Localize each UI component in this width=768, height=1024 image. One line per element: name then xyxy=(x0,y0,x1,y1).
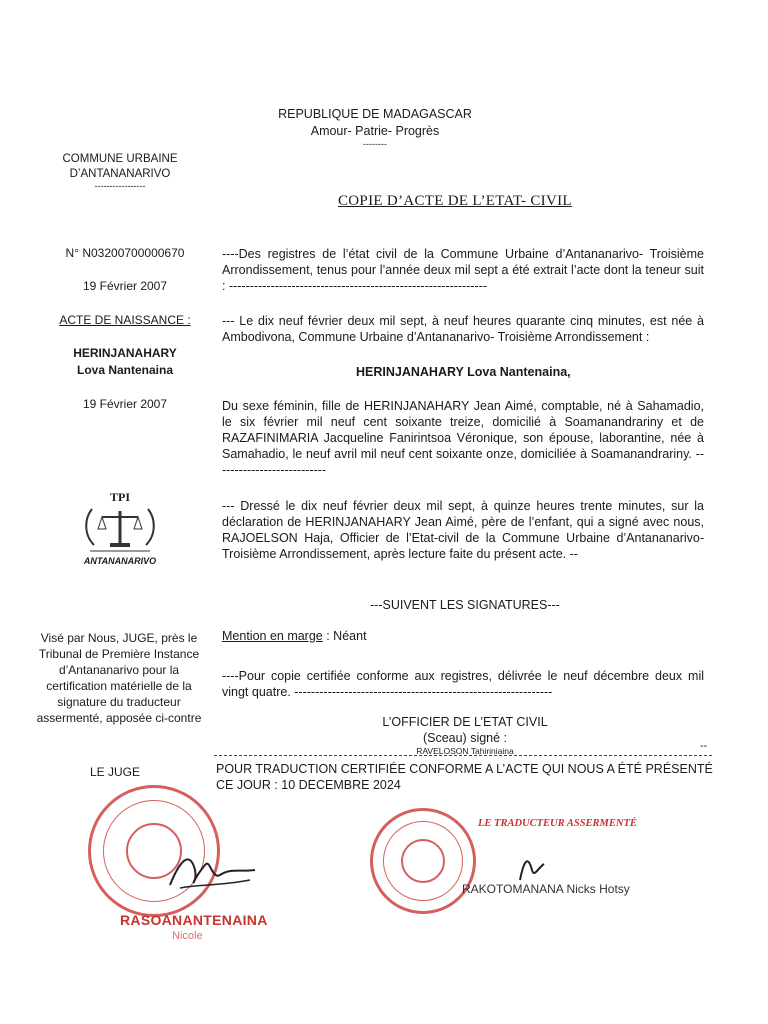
judge-stamp-name: RASOANANTENAINA xyxy=(120,912,268,928)
commune-header xyxy=(40,152,200,190)
officer-name: RAVELOSON Tahiriniaina xyxy=(416,746,514,756)
tpi-logo-caption: ANTANANARIVO xyxy=(83,556,157,566)
tpi-logo xyxy=(80,490,160,570)
commune-line1: COMMUNE URBAINE xyxy=(62,153,178,165)
translation-line2: CE JOUR : 10 DECEMBRE 2024 xyxy=(216,778,401,792)
republic-name: REPUBLIQUE DE MADAGASCAR xyxy=(278,107,472,121)
court-seal-translator xyxy=(370,808,476,914)
paragraph-birth: --- Le dix neuf février deux mil sept, à neuf heures quarante cinq minutes, est née à Ambodivona, Commune Urbaine d’Antananarivo- Troisième Arrondissement : xyxy=(222,314,704,344)
judge-label: LE JUGE xyxy=(89,765,140,779)
judge-visa-text: Visé par Nous, JUGE, près le Tribunal de Première Instance d’Antananarivo pour la certification matérielle de la signature du traducteur assermenté, apposée ci-contre xyxy=(36,631,202,725)
motto-separator: -------- xyxy=(363,139,387,149)
judge-stamp-firstname: Nicole xyxy=(172,930,203,942)
paragraph-registry: ----Des registres de l’état civil de la Commune Urbaine d’Antananarivo- Troisième Arrondissement, tenus pour l’année deux mil sept a été extrait l’acte dont la teneur suit : -------------------------------------------------------------- xyxy=(222,247,704,293)
signatures-heading: ---SUIVENT LES SIGNATURES--- xyxy=(370,598,560,612)
motto: Amour- Patrie- Progrès xyxy=(310,124,440,138)
judge-signature-icon xyxy=(150,840,260,900)
acte-type-label: ACTE DE NAISSANCE : xyxy=(59,313,191,327)
translator-signature-icon xyxy=(510,850,550,886)
translator-stamp-title: LE TRADUCTEUR ASSERMENTÉ xyxy=(478,818,637,829)
tpi-logo-text: TPI xyxy=(109,490,130,504)
margin-mention-label: Mention en marge xyxy=(222,629,323,643)
acte-number: N° N03200700000670 xyxy=(65,246,185,260)
translation-certification xyxy=(216,761,713,793)
left-surname: HERINJANAHARY xyxy=(73,346,177,360)
left-firstname: Lova Nantenaina xyxy=(76,363,174,377)
margin-mention-value: : Néant xyxy=(322,629,367,643)
trailing-dash: -- xyxy=(700,740,708,752)
left-date: 19 Février 2007 xyxy=(82,397,168,411)
document-title: COPIE D’ACTE DE L’ETAT- CIVIL xyxy=(338,193,572,209)
translation-line1: POUR TRADUCTION CERTIFIÉE CONFORME A L’ACTE QUI NOUS A ÉTÉ PRÉSENTÉ xyxy=(216,762,713,776)
translator-stamp-name: RAKOTOMANANA Nicks Hotsy xyxy=(462,882,630,896)
commune-separator: ----------------- xyxy=(94,181,146,191)
republic-header xyxy=(250,106,500,148)
scales-of-justice-icon xyxy=(80,505,160,555)
paragraph-certified-copy: ----Pour copie certifiée conforme aux registres, délivrée le neuf décembre deux mil vingt quatre. -------------------------------------------------------------- xyxy=(222,669,704,699)
translation-divider xyxy=(214,755,712,756)
margin-mention xyxy=(222,629,367,643)
acte-date: 19 Février 2007 xyxy=(82,279,168,293)
officer-block xyxy=(360,714,570,757)
officer-title: L’OFFICIER DE L’ETAT CIVIL xyxy=(382,715,548,729)
commune-line2: D’ANTANANARIVO xyxy=(69,168,171,180)
paragraph-declaration: --- Dressé le dix neuf février deux mil sept, à quinze heures trente minutes, sur la déclaration de HERINJANAHARY Jean Aimé, père de l’enfant, qui a signé avec nous, RAJOELSON Haja, Officier de l’Etat-civil de la Commune Urbaine d’Antananarivo- Troisième Arrondissement, après lecture faite du présent acte. -- xyxy=(222,499,704,561)
paragraph-parents: Du sexe féminin, fille de HERINJANAHARY Jean Aimé, comptable, né à Sahamadio, le six février mil neuf cent soixante treize, domicilié à Soamanandrariny et de RAZAFINIMARIA Jacqueline Fanirintsoa Véronique, son épouse, laborantine, née à Samahadio, le neuf avril mil neuf cent soixante onze, domiciliée à Soamanandrariny. --------------------------- xyxy=(222,399,704,477)
officer-seal-note: (Sceau) signé : xyxy=(422,731,508,745)
child-name: HERINJANAHARY Lova Nantenaina, xyxy=(356,365,571,379)
